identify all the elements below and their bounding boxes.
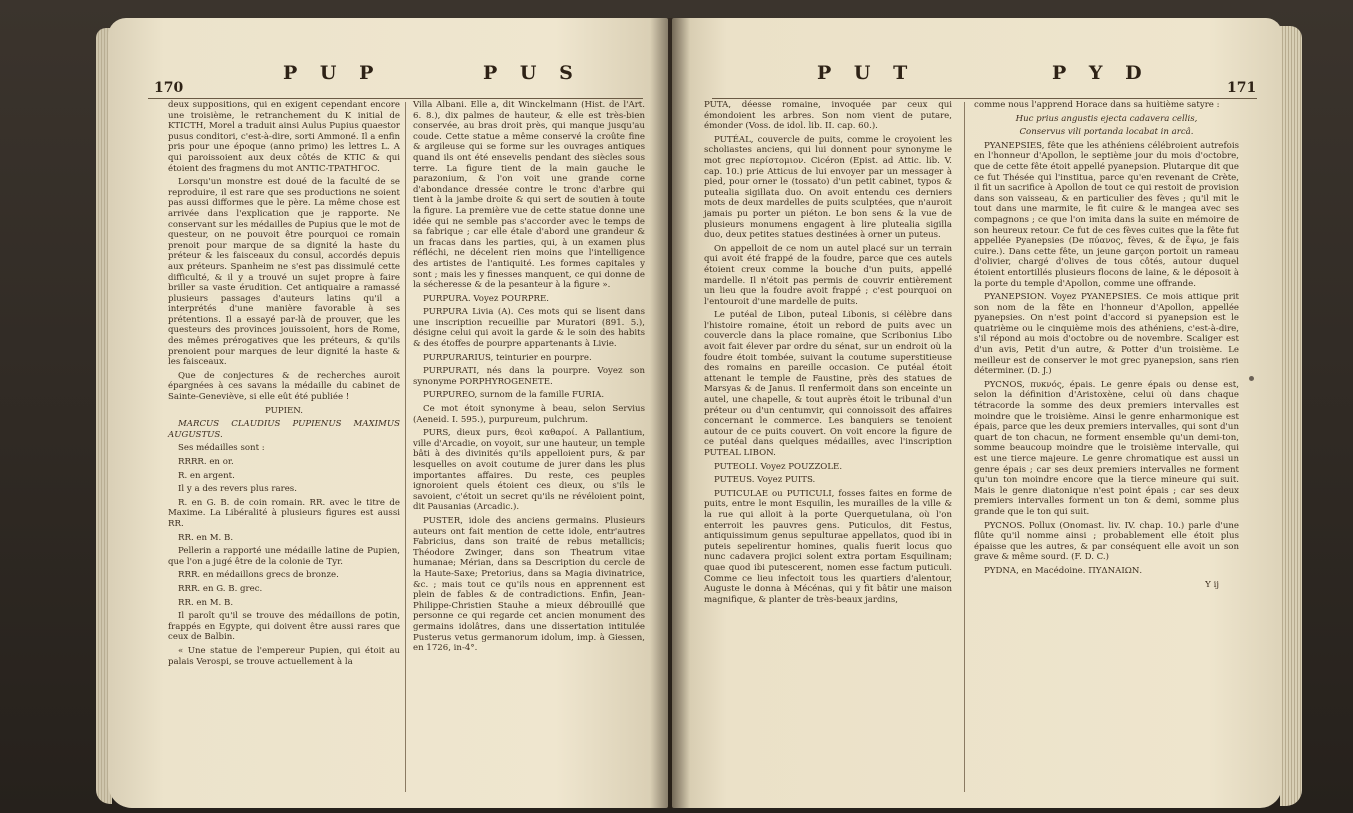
paragraph: On appelloit de ce nom un autel placé sur un terrain qui avoit été frappé de la foudre, parce que ces autels étoient creux comme la bouche d'un puits, appellé mardelle. Il n'étoit pas permis de couvrir entièrement un lieu que la foudre avoit frappé ; c'est pourquoi on l'entouroit d'une mardelle de puits. bbox=[704, 243, 952, 307]
paragraph: PYDNA, en Macédoine. ΠΥΔΝΑΙΩΝ. bbox=[984, 565, 1143, 576]
margin-dot bbox=[1249, 376, 1254, 381]
verse-line: Conservus vili portanda locabat in arcâ. bbox=[1019, 127, 1194, 138]
paragraph: PUTICULAE ou PUTICULI, fosses faites en forme de puits, entre le mont Esquilin, les murailles de la ville & la rue qui alloit à la porte Querquetulana, où l'on enterroit les pauvres gens. Puticulos, dit Festus, antiquissimum genus sepulturae appellatos, quod ibi in puteis sepelirentur homines, qualis fuerit locus quo nunc cadavera projici solent extra portam Esquilinam; quae quod ibi putescerent, nomen esse factum puticuli. Comme ce lieu infectoit tous les quartiers d'alentour, Auguste le donna à Mécénas, qui y fit bâtir une maison magnifique, & planter de très-beaux jardins, bbox=[704, 488, 952, 605]
paragraph: Lorsqu'un monstre est doué de la faculté de se reproduire, il est rare que ses productions ne soient pas aussi difformes que le père. La même chose est arrivée dans l'explication que je rapporte. Ne conservant sur les médailles de Pupius que le mot de questeur, on ne pouvoit être pourquoi ce romain prenoit pour marque de sa dignité la haste du préteur & les faisceaux du consul, accordés depuis aux préteurs. Spanheim ne s'est pas dissimulé cette difficulté, & il y a trouvé un sujet propre à faire briller sa vaste érudition. Cet antiquaire a ramassé plusieurs passages d'auteurs latins qu'il a interprétés d'une manière favorable à ses prétentions. Il a essayé par-là de prouver, que les questeurs des provinces jouissoient, hors de Rome, des mêmes prérogatives que les préteurs, & qu'ils prenoient pour marques de leur dignité la haste & les faisceaux. bbox=[168, 177, 400, 368]
signature-mark: Y ij bbox=[1205, 579, 1219, 590]
paragraph: Que de conjectures & de recherches auroit épargnées à ces savans la médaille du cabinet de Sainte-Geneviève, si elle eût été publiée ! bbox=[168, 370, 400, 403]
paragraph: PUTEUS. Voyez PUITS. bbox=[714, 475, 816, 486]
right-column-2 bbox=[974, 100, 1239, 593]
paragraph: Il y a des revers plus rares. bbox=[178, 484, 297, 495]
paragraph: R. en argent. bbox=[178, 470, 235, 481]
right-header-rule bbox=[712, 98, 1257, 99]
right-column-1 bbox=[704, 100, 952, 608]
left-header-left: P U P bbox=[283, 62, 382, 84]
paragraph: PYANEPSIES, fête que les athéniens célébroient autrefois en l'honneur d'Apollon, le septième jour du mois d'octobre, que de cette fête étoit appellé pyanepsion. Plutarque dit que ce fut Thésée qui l'institua, parce qu'en revenant de Crète, il fit un sacrifice à Apollon de tout ce qui restoit de provision dans son vaisseau, & en particulier des fèves ; qu'il mit le tout dans une marmite, le fit cuire & le mangea avec ses compagnons ; ce que l'on imita dans la suite en mémoire de son heureux retour. Ce fut de ces fèves cuites que la fête fut appellée Pyanepsies (De πύανος, fèves, & de ἕψω, je fais cuire.). Dans cette fête, un jeune garçon portoit un rameau d'olivier, chargé d'olives de tous côtés, autour duquel étoient entortillés plusieurs flocons de laine, & le déposoit à la porte du temple d'Apollon, comme une offrande. bbox=[974, 140, 1239, 289]
right-header-left: P U T bbox=[817, 62, 916, 84]
paragraph: deux suppositions, qui en exigent cependant encore une troisième, le retranchement du K initial de KTICTH, Morel a traduit ainsi Aulus Pupius quaestor pusus conditori, c'est-à-dire, sorti Ammoné. Il a enfin pris pour une époque (anno primo) les lettres L. A qui paroissoient aux deux côtés de KTIC & qui étoient des fragmens du mot ANTIC-TPATHΓOC. bbox=[168, 100, 400, 174]
entry-heading: PUPIEN. bbox=[264, 405, 304, 416]
paragraph: comme nous l'apprend Horace dans sa huitième satyre : bbox=[974, 100, 1220, 110]
paragraph: PURS, dieux purs, θεοὶ καθαροί. A Pallantium, ville d'Arcadie, on voyoit, sur une hauteur, un temple bâti à des divinités qu'ils appelloient purs, & par lesquelles on avoit coutume de jurer dans les plus importantes affaires. Du reste, ces peuples ignoroient quels étoient ces dieux, ou s'ils le savoient, c'étoit un secret qu'ils ne révéloient point, dit Pausanias (Arcadic.). bbox=[413, 428, 645, 513]
left-page-number: 170 bbox=[154, 80, 184, 96]
paragraph: Ce mot étoit synonyme à beau, selon Servius (Aeneid. I. 595.), purpureum, pulchrum. bbox=[413, 404, 645, 425]
paragraph: Il paroît qu'il se trouve des médaillons de potin, frappés en Egypte, qui doivent être aussi rares que ceux de Balbin. bbox=[168, 611, 400, 643]
page-edges-right bbox=[1280, 26, 1302, 806]
verse-line: Huc prius angustis ejecta cadavera cellis, bbox=[1015, 113, 1198, 124]
left-column-divider bbox=[405, 102, 406, 792]
right-page bbox=[672, 18, 1282, 808]
left-header-rule bbox=[148, 98, 643, 99]
book-gutter bbox=[650, 18, 690, 808]
paragraph: PUTÉAL, couvercle de puits, comme le croyoient les scholiastes anciens, qui lui donnent pour synonyme le mot grec περίστομιον. Cicéron (Epist. ad Attic. lib. V. cap. 10.) prie Atticus de lui envoyer par un messager à pied, pour orner le (tossato) d'un petit cabinet, typos & putealia sigillata duo. On avoit entendu ces derniers mots de deux mardelles de puits sculptées, que n'auroit jamais pu porter un piéton. Le bon sens & la vue de plusieurs monumens engagent à lire plutealia sigilla duo, deux petites statues destinées à orner un puteus. bbox=[704, 134, 952, 241]
left-header-right: P U S bbox=[483, 62, 581, 84]
paragraph: « Une statue de l'empereur Pupien, qui étoit au palais Verospi, se trouve actuellement à la bbox=[168, 645, 400, 667]
paragraph: PUSTER, idole des anciens germains. Plusieurs auteurs ont fait mention de cette idole, entr'autres Fabricius, dans son traité de rebus metallicis; Théodore Zwinger, dans son Theatrum vitae humanae; Mérian, dans sa Description du cercle de la Haute-Saxe; Pretorius, dans sa Magia divinatrice, &c. ; mais tout ce qu'ils nous en apprennent est plein de fables & de contradictions. Enfin, Jean-Philippe-Christien Stauhe a mieux débrouillé que personne ce qui regarde cet ancien monument des germains idolâtres, dans une dissertation intitulée Pusterus vetus germanorum idolum, imp. à Giessen, en 1726, in-4°. bbox=[413, 515, 645, 654]
paragraph: RR. en M. B. bbox=[178, 532, 234, 543]
right-page-number: 171 bbox=[1227, 80, 1257, 96]
paragraph: PURPURARIUS, teinturier en pourpre. bbox=[423, 352, 592, 363]
paragraph: Villa Albani. Elle a, dit Winckelmann (Hist. de l'Art. 6. 8.), dix palmes de hauteur, & elle est très-bien conservée, au bras droit près, qui manque jusqu'au coude. Cette statue a même conservé la croûte fine & argileuse qui se forme sur les ouvrages antiques quand ils ont été ensevelis pendant des siècles sous terre. La figure tient de la main gauche le parazonium, & l'on voit une grande corne d'abondance dressée contre le tronc d'arbre qui tient à la jambe droite & qui sert de soutien à toute la figure. La première vue de cette statue donne une idée qui ne semble pas s'accorder avec le temps de sa fabrique ; car elle étale d'abord une grandeur & un fracas dans les parties, qui, à un examen plus réfléchi, ne décelent rien moins que l'intelligence des artistes de l'antiquité. Les formes capitales y sont ; mais les y finesses manquent, ce qui donne de la sécheresse & de la pesanteur à la figure ». bbox=[413, 100, 645, 291]
paragraph: PYANEPSION. Voyez PYANEPSIES. Ce mois attique prit son nom de la fête en l'honneur d'Apollon, appellée pyanepsies. On n'est point d'accord si pyanepsion est le quatrième ou le cinquième mois des athéniens, c'est-à-dire, s'il répond au mois d'octobre ou de novembre. Scaliger est d'un avis, Petit d'un autre, & Potter d'un troisième. Le meilleur est de conserver le mot grec pyanepsion, sans rien déterminer. (D. J.) bbox=[974, 292, 1239, 377]
paragraph: PURPUREO, surnom de la famille FURIA. bbox=[423, 390, 605, 401]
paragraph: PUTEOLI. Voyez POUZZOLE. bbox=[714, 461, 843, 472]
paragraph: PUTA, déesse romaine, invoquée par ceux qui émondoient les arbres. Son nom vient de putare, émonder (Voss. de idol. lib. II. cap. 60.). bbox=[704, 100, 952, 132]
paragraph: RRR. en médaillons grecs de bronze. bbox=[178, 570, 339, 581]
paragraph: RRR. en G. B. grec. bbox=[178, 583, 263, 594]
paragraph: RR. en M. B. bbox=[178, 597, 234, 608]
paragraph: PURPURA Livia (A). Ces mots qui se lisent dans une inscription recueillie par Muratori (891. 5.), désigne celui qui avoit la garde & le soin des habits & des étoffes de pourpre appartenants à Livie. bbox=[413, 307, 645, 350]
paragraph: MARCUS CLAUDIUS PUPIENUS MAXIMUS AUGUSTUS. bbox=[168, 419, 400, 440]
left-column-1 bbox=[168, 100, 400, 670]
right-column-divider bbox=[964, 102, 965, 792]
paragraph: Le putéal de Libon, puteal Libonis, si célèbre dans l'histoire romaine, étoit un rebord de puits avec un couvercle dans la place romaine, que Scribonius Libo avoit fait élever par ordre du sénat, sur un endroit où la foudre étoit tombée, suivant la coutume superstitieuse des romains en pareille occasion. Ce putéal étoit attenant le temple de Faustine, près des statues de Marsyas & de Janus. Il renfermoit dans son enceinte un autel, une chapelle, & tout auprès étoit le tribunal d'un préteur ou d'un centumvir, qui connoissoit des affaires concernant le commerce. Les banquiers se tenoient autour de ce puits couvert. On voit encore la figure de ce putéal dans quelques médailles, avec l'inscription PUTEAL LIBON. bbox=[704, 310, 952, 458]
paragraph: PYCNOS, πυκνός, épais. Le genre épais ou dense est, selon la définition d'Aristoxène, celui où dans chaque tétracorde la somme des deux premiers intervalles est moindre que le troisième. Ainsi le genre enharmonique est épais, parce que les deux premiers intervalles, qui sont d'un quart de ton chacun, ne forment ensemble qu'un demi-ton, somme beaucoup moindre que le troisième intervalle, qui est une tierce majeure. Le genre chromatique est aussi un genre épais ; car ses deux premiers intervalles ne forment qu'un ton moindre encore que la tierce mineure qui suit. Mais le genre diatonique n'est point épais ; car ses deux premiers intervalles forment un ton & demi, somme plus grande que le ton qui suit. bbox=[974, 379, 1239, 517]
paragraph: PURPURATI, nés dans la pourpre. Voyez son synonyme PORPHYROGENETE. bbox=[413, 366, 645, 387]
paragraph: RRRR. en or. bbox=[178, 457, 234, 467]
paragraph: Pellerin a rapporté une médaille latine de Pupien, que l'on a jugé être de la colonie de Tyr. bbox=[168, 546, 400, 567]
left-page bbox=[108, 18, 668, 808]
paragraph: PURPURA. Voyez POURPRE. bbox=[423, 293, 549, 304]
paragraph: PYCNOS. Pollux (Onomast. liv. IV. chap. 10.) parle d'une flûte qu'il nomme ainsi ; probablement elle étoit plus épaisse que les autres, & par conséquent elle avoit un son grave & même sourd. (F. D. C.) bbox=[974, 520, 1239, 563]
paragraph: Ses médailles sont : bbox=[178, 443, 265, 454]
left-column-2 bbox=[413, 100, 645, 657]
paragraph: R. en G. B. de coin romain. RR. avec le titre de Maxime. La Libéralité à plusieurs figures est aussi RR. bbox=[168, 497, 400, 529]
right-header-right: P Y D bbox=[1052, 62, 1150, 84]
